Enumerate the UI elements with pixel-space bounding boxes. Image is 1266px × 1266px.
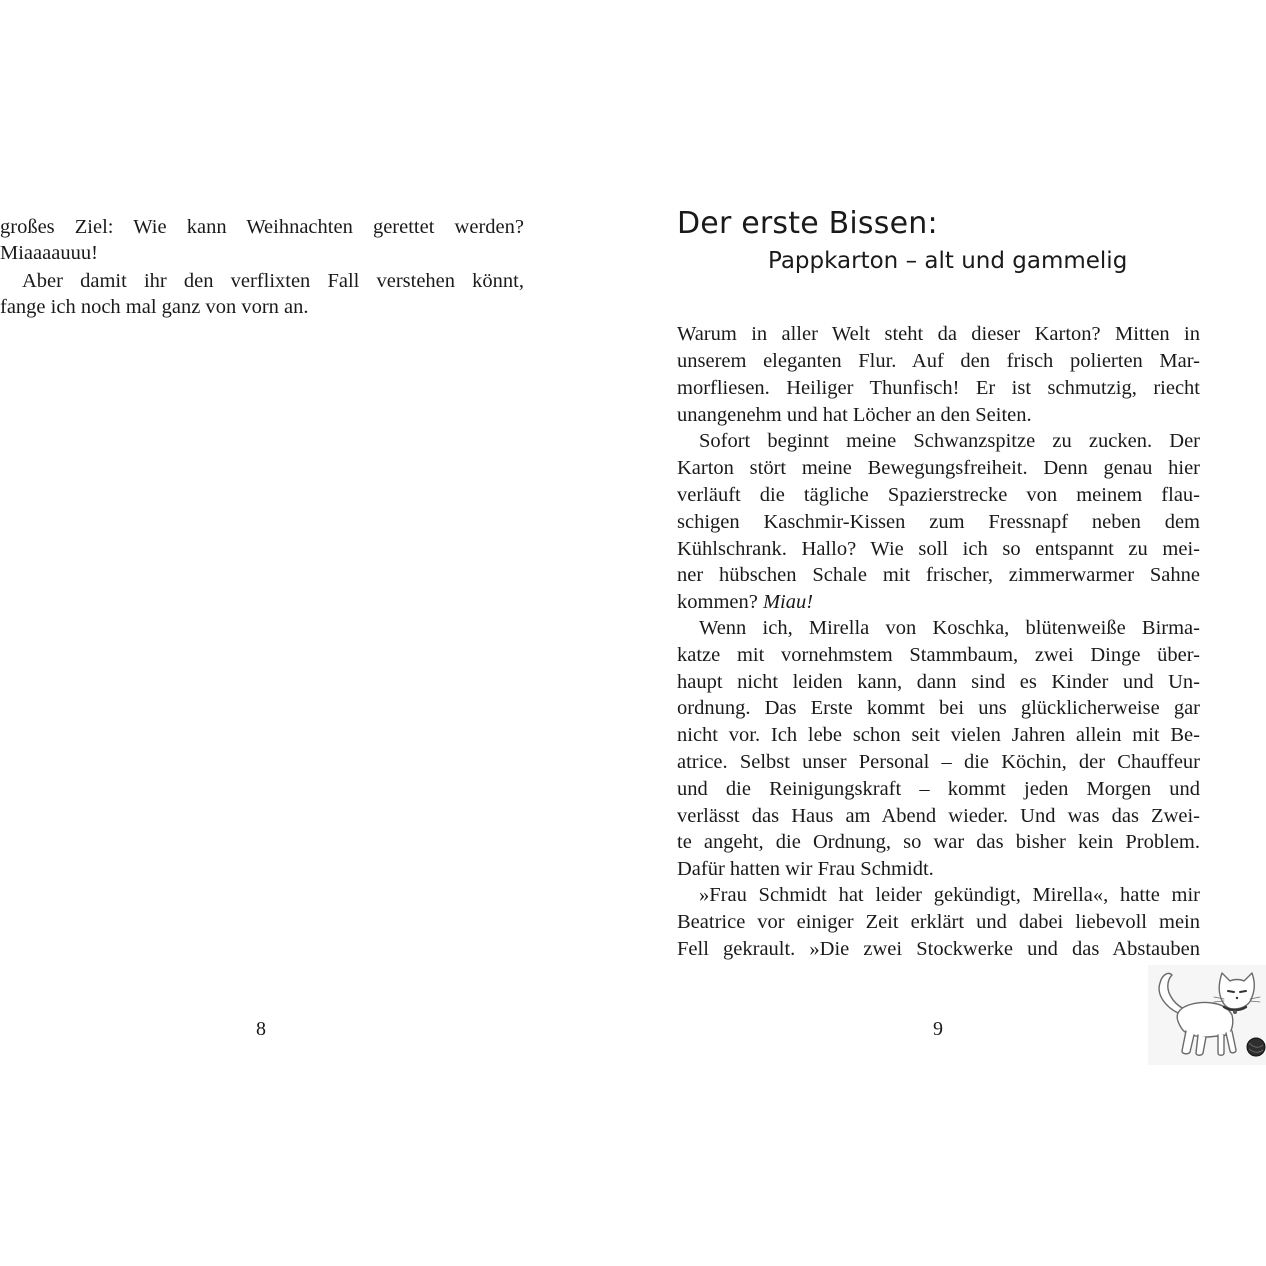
body-line: Warum in aller Welt steht da dieser Karton? Mitten in <box>677 323 1200 345</box>
body-line: atrice. Selbst unser Personal – die Köchin, der Chauffeur <box>677 751 1200 773</box>
body-line: katze mit vornehmstem Stammbaum, zwei Dinge über- <box>677 644 1200 666</box>
page-number-left: 8 <box>256 1018 266 1040</box>
body-line: unserem eleganten Flur. Auf den frisch polierten Mar- <box>677 350 1200 372</box>
body-line: schigen Kaschmir-Kissen zum Fressnapf neben dem <box>677 511 1200 533</box>
body-line: Wenn ich, Mirella von Koschka, blütenweiße Birma- <box>699 617 1200 639</box>
body-line-italic: Miaaaauuu! <box>0 242 98 264</box>
body-line: te angeht, die Ordnung, so war das bisher kein Problem. <box>677 831 1200 853</box>
body-line: Karton stört meine Bewegungsfreiheit. Denn genau hier <box>677 457 1200 479</box>
body-line: Beatrice vor einiger Zeit erklärt und dabei liebevoll mein <box>677 911 1200 933</box>
left-page <box>0 0 630 1266</box>
body-line: verläuft die tägliche Spazierstrecke von meinem flau- <box>677 484 1200 506</box>
body-line: haupt nicht leiden kann, dann sind es Kinder und Un- <box>677 671 1200 693</box>
body-line: ner hübschen Schale mit frischer, zimmerwarmer Sahne <box>677 564 1200 586</box>
body-line: unangenehm und hat Löcher an den Seiten. <box>677 404 1032 426</box>
body-line: »Frau Schmidt hat leider gekündigt, Mirella«, hatte mir <box>699 884 1200 906</box>
body-line: Fell gekrault. »Die zwei Stockwerke und das Abstauben <box>677 938 1200 960</box>
cat-illustration <box>1148 965 1266 1065</box>
body-line: fange ich noch mal ganz von vorn an. <box>0 296 309 318</box>
body-line: Sofort beginnt meine Schwanzspitze zu zucken. Der <box>699 430 1200 452</box>
body-line: großes Ziel: Wie kann Weihnachten gerettet werden? <box>0 216 524 238</box>
chapter-subtitle: Pappkarton – alt und gammelig <box>768 248 1128 274</box>
chapter-title: Der erste Bissen: <box>677 206 938 241</box>
page-number-right: 9 <box>933 1018 943 1040</box>
body-text-italic: Miau! <box>762 591 814 613</box>
body-line: nicht vor. Ich lebe schon seit vielen Jahren allein mit Be- <box>677 724 1200 746</box>
body-line: Aber damit ihr den verflixten Fall verstehen könnt, <box>22 270 524 292</box>
body-line: ordnung. Das Erste kommt bei uns glücklicherweise gar <box>677 697 1200 719</box>
body-line: morfliesen. Heiliger Thunfisch! Er ist schmutzig, riecht <box>677 377 1200 399</box>
body-line: verlässt das Haus am Abend wieder. Und was das Zwei- <box>677 805 1200 827</box>
body-text: kommen? <box>677 591 758 613</box>
body-line: Kühlschrank. Hallo? Wie soll ich so entspannt zu mei- <box>677 538 1200 560</box>
body-line <box>677 589 813 615</box>
body-line: und die Reinigungskraft – kommt jeden Morgen und <box>677 778 1200 800</box>
body-line: Dafür hatten wir Frau Schmidt. <box>677 858 934 880</box>
